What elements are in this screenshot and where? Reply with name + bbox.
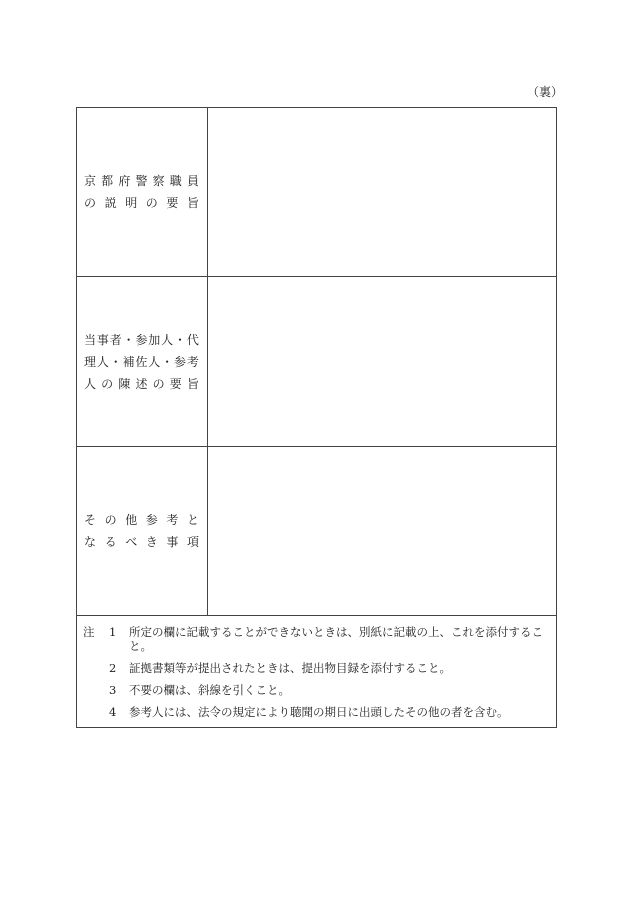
page-side-label: （裏）: [526, 85, 563, 99]
label-char: 考: [166, 513, 179, 527]
label-char: ・: [109, 354, 122, 369]
note-item: [83, 661, 550, 675]
row-label-line: [84, 170, 199, 192]
label-char: 旨: [186, 196, 199, 210]
label-char: 述: [135, 376, 148, 391]
note-text: 所定の欄に記載することができないときは、別紙に記載の上、これを添付すること。: [129, 625, 543, 653]
label-char: 者: [109, 332, 122, 347]
label-char: そ: [84, 513, 97, 527]
label-char: 他: [125, 513, 138, 527]
other-reference-field[interactable]: [208, 447, 556, 615]
label-char: の: [104, 513, 117, 527]
label-char: 当: [84, 332, 97, 347]
label-char: の: [101, 376, 114, 391]
label-char: る: [104, 535, 117, 549]
label-char: 事: [96, 332, 109, 347]
row-label: [77, 447, 208, 615]
note-text: 参考人には、法令の規定により聴聞の期日に出頭したその他の者を含む。: [129, 705, 509, 719]
other-reference-row: [77, 447, 556, 616]
label-char: ・: [122, 332, 135, 347]
party-statement-field[interactable]: [208, 277, 556, 446]
label-char: の: [84, 196, 97, 210]
label-char: 要: [166, 196, 179, 210]
label-char: 説: [104, 196, 117, 210]
row-label: [77, 108, 208, 276]
police-staff-explanation-row: [77, 108, 556, 277]
label-char: 理: [84, 354, 97, 369]
label-char: 代: [186, 332, 199, 347]
row-label-line: [84, 373, 199, 395]
label-char: 考: [186, 354, 199, 369]
label-char: 職: [169, 174, 182, 188]
note-item: [83, 705, 550, 719]
label-char: べ: [125, 535, 138, 549]
note-number: 1: [109, 625, 117, 639]
label-char: 察: [152, 174, 165, 188]
note-number: 3: [109, 683, 117, 697]
label-char: き: [145, 535, 158, 549]
label-char: な: [84, 535, 97, 549]
label-char: 要: [169, 376, 182, 391]
label-char: 人: [148, 354, 161, 369]
label-char: 佐: [135, 354, 148, 369]
label-char: 人: [161, 332, 174, 347]
label-char: 参: [174, 354, 187, 369]
note-text: 証拠書類等が提出されたときは、提出物目録を添付すること。: [129, 661, 451, 675]
label-char: 人: [96, 354, 109, 369]
row-label-line: [84, 351, 199, 373]
note-item: [83, 683, 550, 697]
row-label-line: [84, 192, 199, 214]
note-number: 2: [109, 661, 117, 675]
label-char: 都: [101, 174, 114, 188]
label-char: 項: [186, 535, 199, 549]
label-char: 参: [135, 332, 148, 347]
label-char: ・: [161, 354, 174, 369]
label-char: 明: [125, 196, 138, 210]
label-char: 人: [84, 376, 97, 391]
label-char: 陳: [118, 376, 131, 391]
row-label-line: [84, 531, 199, 553]
note-item: [83, 625, 550, 653]
label-char: 警: [135, 174, 148, 188]
notes-prefix: 注: [83, 625, 95, 639]
label-char: 加: [148, 332, 161, 347]
label-char: 員: [186, 174, 199, 188]
label-char: 旨: [186, 376, 199, 391]
label-char: の: [145, 196, 158, 210]
note-number: 4: [109, 705, 117, 719]
label-char: の: [152, 376, 165, 391]
label-char: 補: [122, 354, 135, 369]
police-staff-explanation-field[interactable]: [208, 108, 556, 276]
label-char: と: [186, 513, 199, 527]
note-text: 不要の欄は、斜線を引くこと。: [129, 683, 290, 697]
notes-section: [77, 616, 556, 727]
party-statement-row: [77, 277, 556, 447]
label-char: 事: [166, 535, 179, 549]
label-char: 参: [145, 513, 158, 527]
label-char: 府: [118, 174, 131, 188]
label-char: 京: [84, 174, 97, 188]
row-label-line: [84, 329, 199, 351]
hearing-record-table: [76, 107, 557, 728]
row-label: [77, 277, 208, 446]
row-label-line: [84, 509, 199, 531]
label-char: ・: [174, 332, 187, 347]
